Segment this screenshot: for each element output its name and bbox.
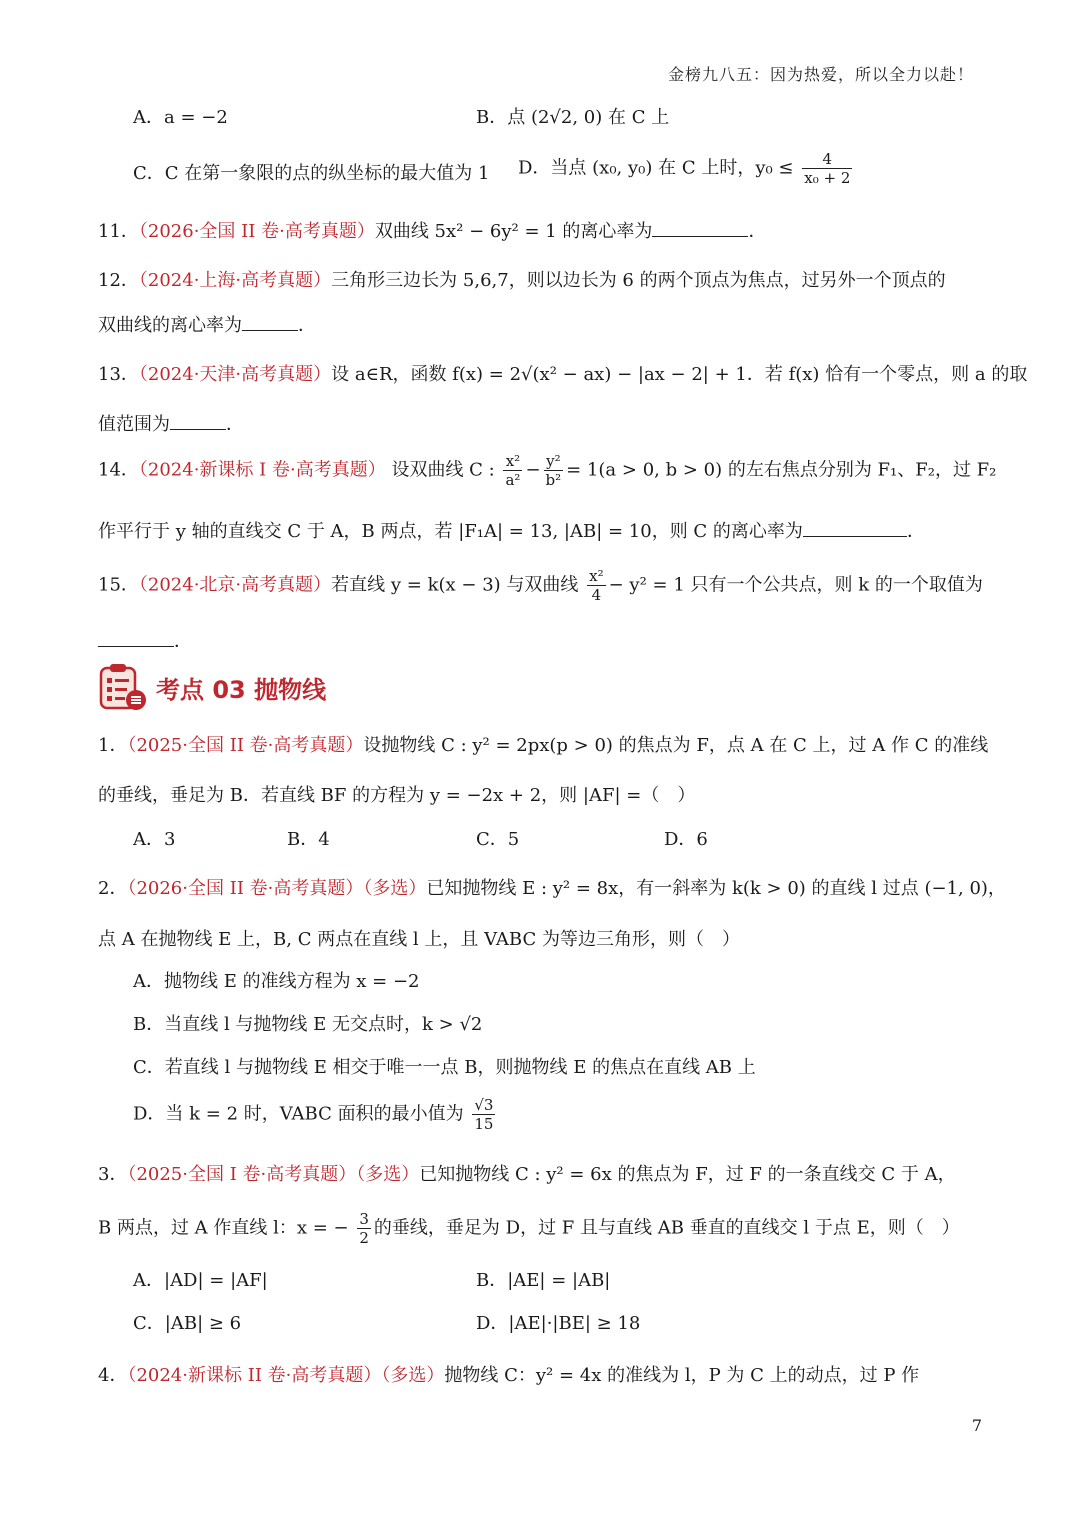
question-text: 设双曲线 C : [391,459,495,481]
fraction-numerator: 4 [802,150,852,169]
option-c: C．|AB| ≥ 6 [133,1313,242,1334]
option-b: B．4 [287,829,330,850]
section-title: 考点 03 抛物线 [156,676,327,704]
answer-blank [98,628,174,647]
parabola-question-1 [98,732,988,760]
fraction-denominator: 4 [591,586,602,604]
question-text: 已知抛物线 C : y² = 6x 的焦点为 F，过 F 的一条直线交 C 于 A， [419,1164,956,1185]
question-number: 15． [98,574,139,596]
fraction-numerator: x² [503,452,522,471]
question-text-2: 作平行于 y 轴的直线交 C 于 A，B 两点，若 |F₁A| = 13, |AB| = 10，则 C 的离心率为 [98,521,803,542]
answer-blank [170,411,226,430]
option-c: C．若直线 l 与抛物线 E 相交于唯一一点 B，则抛物线 E 的焦点在直线 AB 上 [133,1057,756,1078]
option-a: A．|AD| = |AF| [133,1270,268,1291]
question-text: 抛物线 C：y² = 4x 的准线为 l，P 为 C 上的动点，过 P 作 [444,1365,920,1386]
question-source: （2024·新课标 I 卷·高考真题） [138,459,386,481]
question-source: （2024·天津·高考真题） [138,364,332,385]
fraction-y2-b2 [544,452,564,489]
option-a: A．3 [133,829,176,850]
fraction-3-2 [357,1210,371,1247]
question-13-line2: 值范围为 ． [98,411,244,439]
option-d-fraction [802,150,852,187]
question-text: 双曲线 5x² − 6y² = 1 的离心率为 [374,221,653,242]
option-a: A．a = −2 [133,107,228,128]
question-source: （2026·全国 II 卷·高考真题） [138,221,375,242]
option-d-text: D．当点 (x₀, y₀) 在 C 上时，y₀ ≤ [518,157,794,179]
question-text-2: 双曲线的离心率为 [98,315,242,336]
option-b: B．点 (2√2, 0) 在 C 上 [476,107,670,128]
question-11: 11．（2026·全国 II 卷·高考真题）双曲线 5x² − 6y² = 1 的离心率为 ． [98,218,766,246]
question-text: 设抛物线 C : y² = 2px(p > 0) 的焦点为 F，点 A 在 C 上，过 A 作 C 的准线 [363,735,989,756]
parabola-question-3 [98,1161,956,1189]
question-text: 已知抛物线 E : y² = 8x，有一斜率为 k(k > 0) 的直线 l 过点 (−1, 0)， [426,878,1006,899]
question-source: （2025·全国 II 卷·高考真题） [127,735,364,756]
question-number: 14． [98,459,139,481]
question-source: （2024·北京·高考真题） [138,574,332,596]
fraction-denominator: 15 [474,1115,494,1133]
question-source: （2024·新课标 II 卷·高考真题）（多选） [127,1365,445,1386]
question-source: （2025·全国 I 卷·高考真题）（多选） [127,1164,420,1185]
question-13 [98,361,1027,389]
fraction-x2-4 [587,567,605,604]
question-number: 1． [98,735,128,756]
option-d [133,1096,498,1133]
question-text-post: − y² = 1 只有一个公共点，则 k 的一个取值为 [608,574,983,596]
option-b: B．当直线 l 与抛物线 E 无交点时，k > √2 [133,1014,483,1035]
question-text: 设 a∈R，函数 f(x) = 2√(x² − ax) − |ax − 2| + 1．若 f(x) 恰有一个零点，则 a 的取 [331,364,1028,385]
option-c: C．C 在第一象限的点的纵坐标的最大值为 1 [133,163,490,184]
question-number: 4． [98,1365,128,1386]
question-14 [98,452,996,489]
fraction-numerator: 3 [359,1210,369,1228]
option-d-text: D．当 k = 2 时，VABC 面积的最小值为 [133,1103,464,1125]
page-header: 金榜九八五：因为热爱，所以全力以赴！ [667,65,974,84]
answer-blank [652,218,748,237]
question-text: 三角形三边长为 5,6,7，则以边长为 6 的两个顶点为焦点，过另外一个顶点的 [331,270,946,291]
question-number: 11． [98,221,139,242]
question-source: （2024·上海·高考真题） [138,270,332,291]
option-d-fraction [472,1096,495,1133]
fraction-numerator: x² [589,567,604,585]
question-text-2: B 两点，过 A 作直线 l：x = − [98,1217,349,1239]
page-number: 7 [971,1416,982,1435]
minus-sign: − [525,459,541,481]
question-14-line2: 作平行于 y 轴的直线交 C 于 A，B 两点，若 |F₁A| = 13, |AB| = 10，则 C 的离心率为 ． [98,518,925,546]
clipboard-icon [98,662,148,712]
fraction-denominator: b² [545,471,562,489]
option-b: B．|AE| = |AB| [476,1270,611,1291]
parabola-question-1-line2: 的垂线，垂足为 B．若直线 BF 的方程为 y = −2x + 2，则 |AF| =（ ） [98,785,696,806]
answer-blank [242,312,298,331]
question-number: 13． [98,364,139,385]
parabola-question-3-line2 [98,1210,960,1247]
option-d: D．6 [664,829,708,850]
fraction-numerator: √3 [474,1096,494,1114]
question-12 [98,267,946,295]
question-text-post: 的垂线，垂足为 D，过 F 且与直线 AB 垂直的直线交 l 于点 E，则（ ） [373,1217,960,1239]
question-text-post: = 1(a > 0, b > 0) 的左右焦点分别为 F₁、F₂，过 F₂ [566,459,997,481]
parabola-question-2-line2: 点 A 在抛物线 E 上，B, C 两点在直线 l 上，且 VABC 为等边三角形，则（ ） [98,929,740,950]
option-d [518,150,855,187]
option-a: A．抛物线 E 的准线方程为 x = −2 [133,971,420,992]
fraction-denominator: a² [505,471,521,489]
answer-blank [803,518,907,537]
question-number: 12． [98,270,139,291]
question-text: 若直线 y = k(x − 3) 与双曲线 [331,574,579,596]
fraction-numerator: y² [544,452,564,471]
question-12-line2: 双曲线的离心率为 ． [98,312,316,340]
question-number: 3． [98,1164,128,1185]
parabola-question-2 [98,875,1006,903]
option-d: D．|AE|·|BE| ≥ 18 [476,1313,641,1334]
question-15-line2: ． [98,628,192,656]
question-15 [98,567,983,604]
question-text-2: 值范围为 [98,414,170,435]
parabola-question-4 [98,1362,919,1390]
fraction-denominator: 2 [359,1229,369,1247]
fraction-denominator: x₀ + 2 [804,169,851,187]
question-number: 2． [98,878,128,899]
fraction-x2-a2 [503,452,522,489]
question-source: （2026·全国 II 卷·高考真题）（多选） [127,878,427,899]
option-c: C．5 [476,829,520,850]
